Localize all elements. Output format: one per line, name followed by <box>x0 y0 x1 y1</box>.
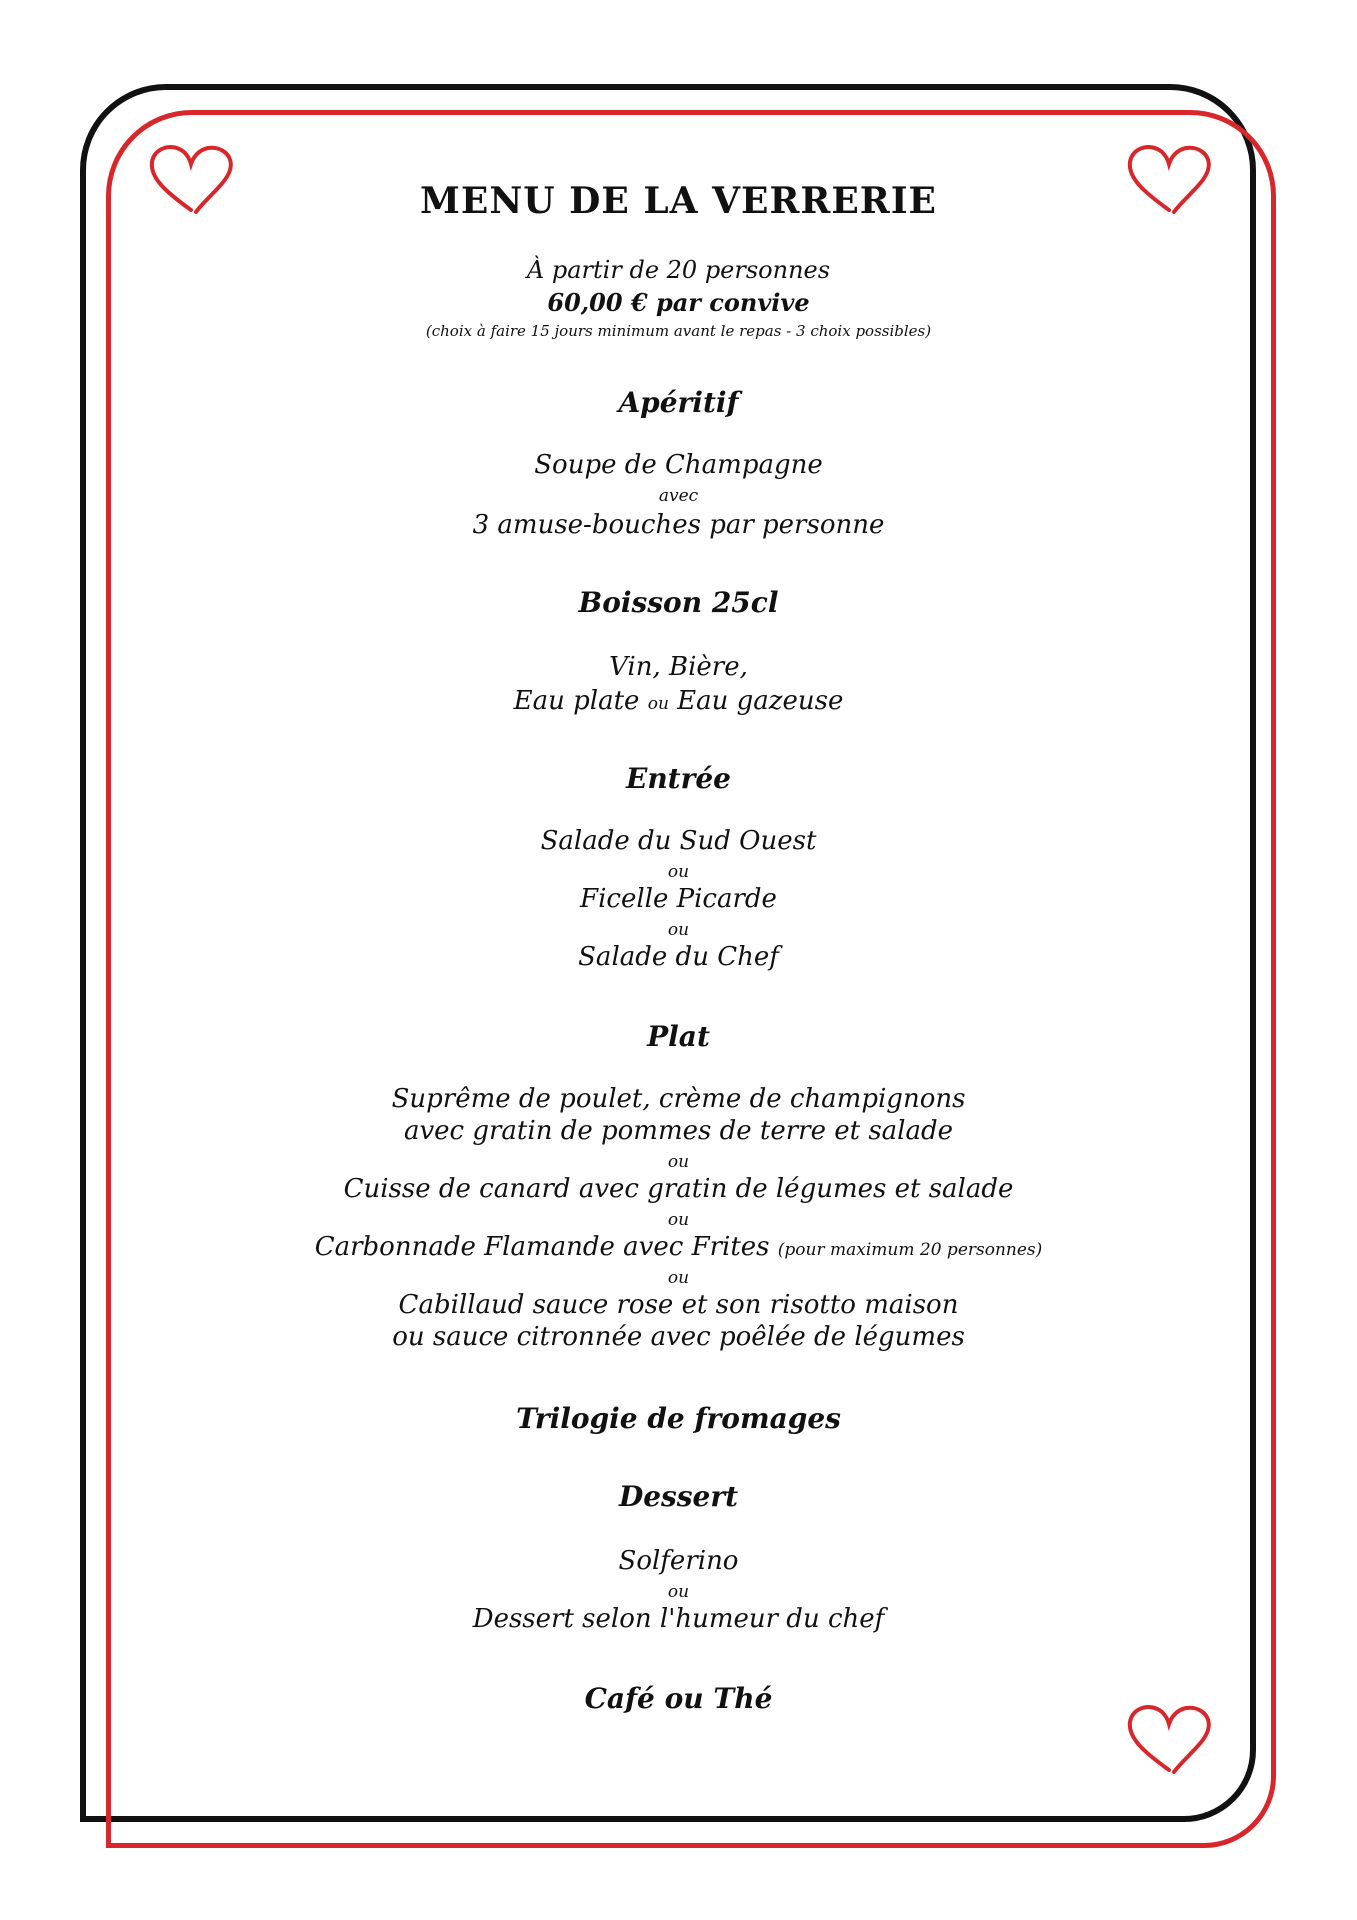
entree-item: Ficelle Picarde <box>580 884 777 914</box>
dessert-item: Dessert selon l'humeur du chef <box>472 1604 885 1634</box>
intro-note: (choix à faire 15 jours minimum avant le repas - 3 choix possibles) <box>425 322 932 340</box>
connector-text: ou <box>667 1582 690 1602</box>
boisson-still-water: Eau plate <box>513 686 640 716</box>
plat-item-name: Carbonnade Flamande avec Frites <box>314 1232 770 1262</box>
connector-text: ou <box>667 920 690 940</box>
plat-item <box>180 1232 1177 1262</box>
section-heading-entree: Entrée <box>625 762 731 795</box>
section-heading-boisson: Boisson 25cl <box>578 586 779 619</box>
boisson-line: Vin, Bière, <box>609 652 748 682</box>
connector-text: ou <box>667 862 690 882</box>
intro-group: À partir de 20 personnes <box>526 256 831 284</box>
section-heading-cafe: Café ou Thé <box>584 1682 773 1715</box>
connector-text: ou <box>667 1152 690 1172</box>
boisson-line <box>180 686 1177 716</box>
boisson-sparkling-water: Eau gazeuse <box>677 686 844 716</box>
connector-text: ou <box>667 1268 690 1288</box>
connector-text: ou <box>647 694 669 714</box>
connector-text: avec <box>658 486 699 506</box>
plat-item-note: (pour maximum 20 personnes) <box>777 1240 1043 1260</box>
connector-text: ou <box>667 1210 690 1230</box>
plat-item: Cuisse de canard avec gratin de légumes et salade <box>343 1174 1014 1204</box>
section-heading-fromages: Trilogie de fromages <box>516 1402 841 1435</box>
intro-price: 60,00 € par convive <box>547 288 810 317</box>
plat-item: avec gratin de pommes de terre et salade <box>403 1116 954 1146</box>
plat-item: ou sauce citronnée avec poêlée de légumes <box>392 1322 965 1352</box>
plat-item: Cabillaud sauce rose et son risotto maison <box>398 1290 959 1320</box>
aperitif-item: 3 amuse-bouches par personne <box>472 510 885 540</box>
dessert-item: Solferino <box>618 1546 739 1576</box>
aperitif-item: Soupe de Champagne <box>534 450 823 480</box>
entree-item: Salade du Chef <box>578 942 779 972</box>
entree-item: Salade du Sud Ouest <box>540 826 817 856</box>
menu-title: MENU DE LA VERRERIE <box>420 180 937 222</box>
section-heading-dessert: Dessert <box>618 1480 739 1513</box>
plat-item: Suprême de poulet, crème de champignons <box>391 1084 966 1114</box>
section-heading-aperitif: Apéritif <box>618 386 739 419</box>
section-heading-plat: Plat <box>647 1020 710 1053</box>
